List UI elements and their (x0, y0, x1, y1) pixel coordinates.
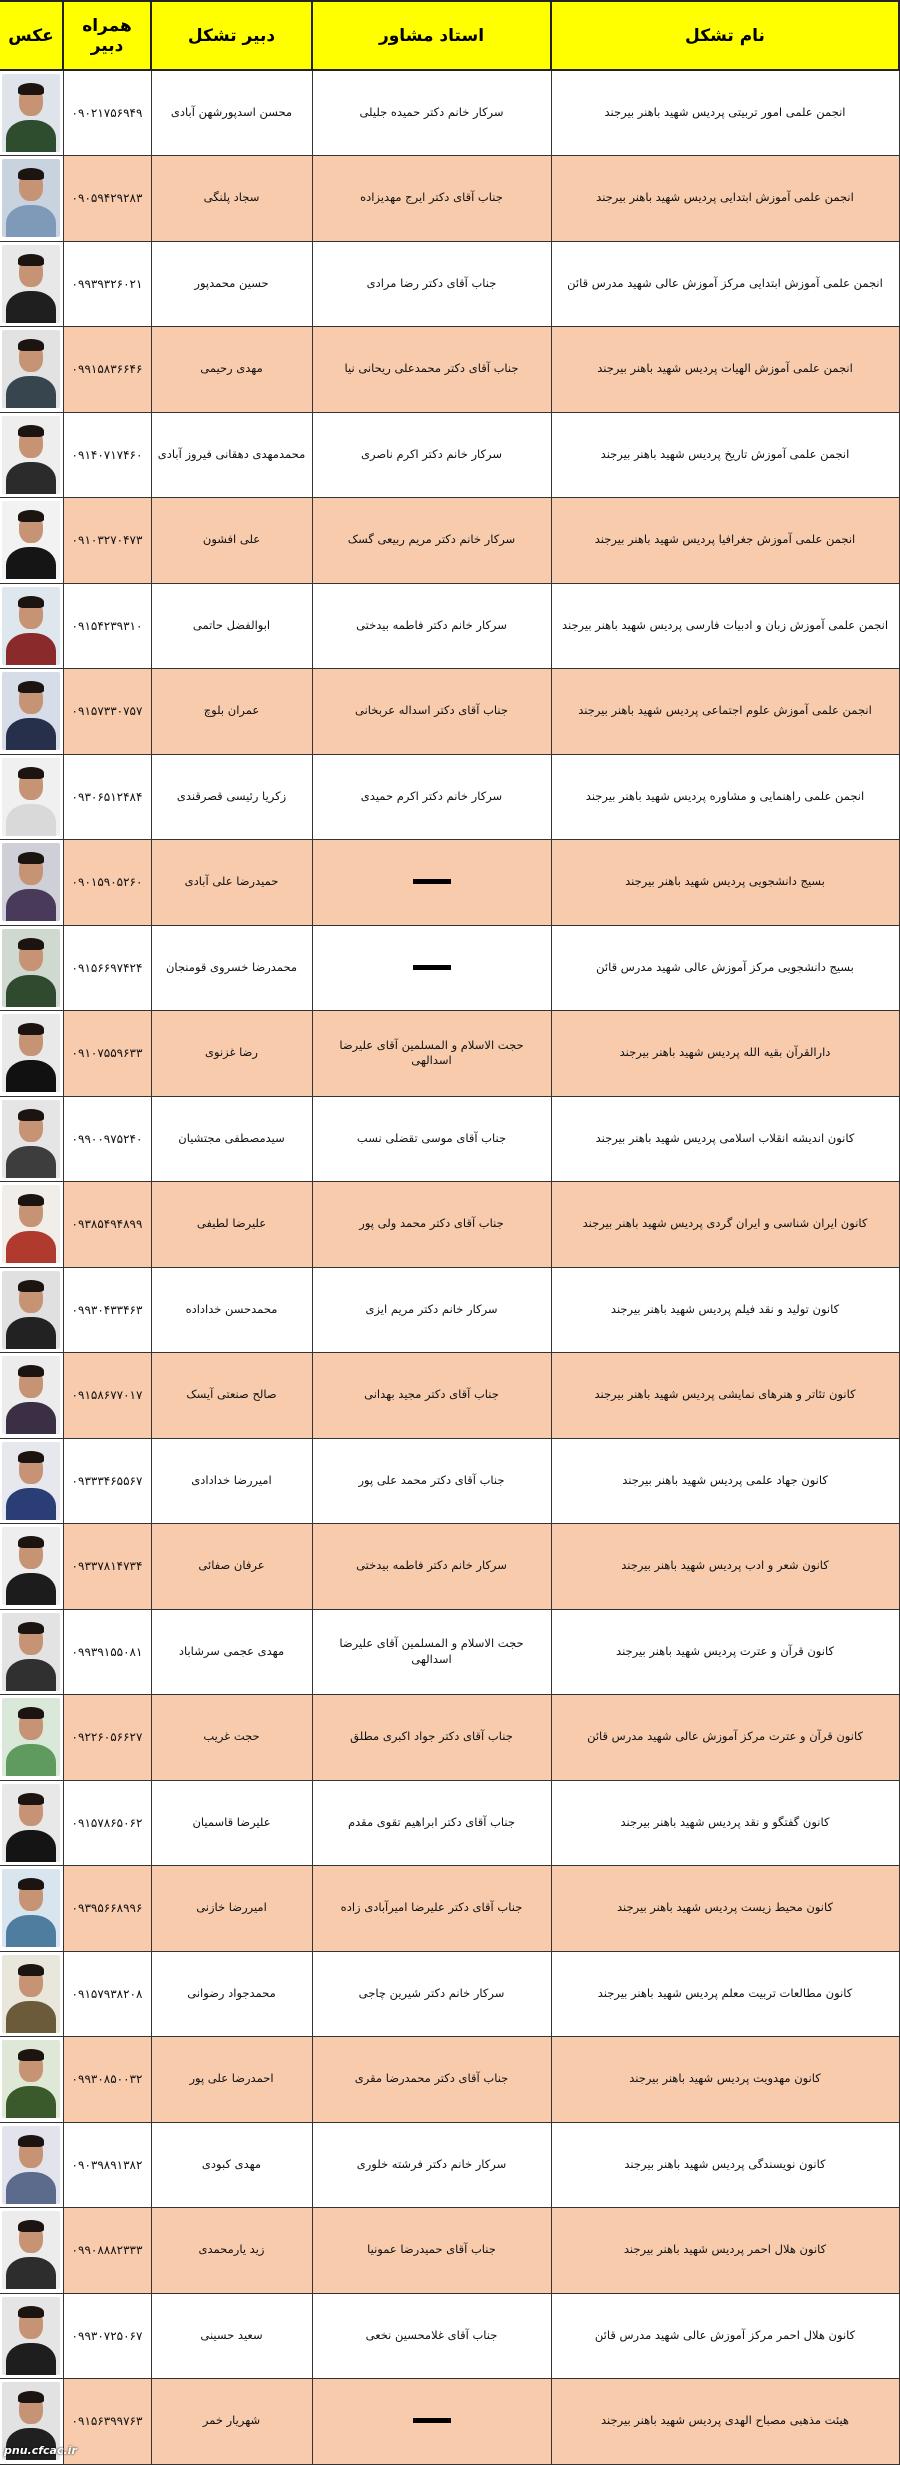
advisor-cell: جناب آقای دکتر محمدعلی ریحانی نیا (312, 327, 551, 413)
advisor-cell: جناب آقای دکتر محمد علی پور (312, 1438, 551, 1524)
table-row (0, 2122, 899, 2208)
photo-cell (0, 1951, 63, 2037)
companion-phone-cell: ۰۹۱۰۳۲۷۰۴۷۳ (63, 498, 151, 584)
companion-phone-cell: ۰۹۳۰۶۵۱۲۴۸۴ (63, 754, 151, 840)
table-row (0, 1951, 899, 2037)
advisor-cell: سرکار خانم دکتر حمیده جلیلی (312, 70, 551, 156)
companion-phone-cell: ۰۹۱۰۷۵۵۹۶۳۳ (63, 1011, 151, 1097)
photo-cell (0, 1609, 63, 1695)
secretary-cell: امیررضا خازنی (151, 1866, 312, 1952)
portrait-photo (2, 1014, 60, 1092)
table-row (0, 840, 899, 926)
table-row (0, 1695, 899, 1781)
empty-dash (413, 2418, 451, 2423)
companion-phone-cell: ۰۹۹۳۰۴۳۳۴۶۳ (63, 1267, 151, 1353)
companion-phone-cell: ۰۹۰۵۹۴۲۹۲۸۳ (63, 156, 151, 242)
photo-cell (0, 925, 63, 1011)
portrait-photo (2, 330, 60, 408)
secretary-cell: حسین محمدپور (151, 241, 312, 327)
companion-phone-cell: ۰۹۱۵۴۲۳۹۳۱۰ (63, 583, 151, 669)
advisor-cell: جناب آقای دکتر محمدرضا مقری (312, 2037, 551, 2123)
secretary-cell: مهدی کبودی (151, 2122, 312, 2208)
advisor-cell: جناب آقای غلامحسین نخعی (312, 2293, 551, 2379)
table-row (0, 1182, 899, 1268)
secretary-cell: علی افشون (151, 498, 312, 584)
secretary-cell: عرفان صفائی (151, 1524, 312, 1610)
portrait-photo (2, 2040, 60, 2118)
companion-phone-cell: ۰۹۹۰۸۸۸۲۳۳۳ (63, 2208, 151, 2294)
organization-name-cell: کانون نویسندگی پردیس شهید باهنر بیرجند (551, 2122, 899, 2208)
organization-name-cell: کانون قرآن و عترت مرکز آموزش عالی شهید مدرس قائن (551, 1695, 899, 1781)
portrait-photo (2, 1271, 60, 1349)
organization-name-cell: بسیج دانشجویی پردیس شهید باهنر بیرجند (551, 840, 899, 926)
photo-cell (0, 412, 63, 498)
header-organization-name: نام تشکل (551, 1, 899, 70)
organization-name-cell: کانون هلال احمر پردیس شهید باهنر بیرجند (551, 2208, 899, 2294)
companion-phone-cell: ۰۹۱۵۶۶۹۷۴۲۴ (63, 925, 151, 1011)
advisor-cell (312, 2379, 551, 2465)
organization-name-cell: کانون مهدویت پردیس شهید باهنر بیرجند (551, 2037, 899, 2123)
organization-name-cell: انجمن علمی آموزش ابتدایی مرکز آموزش عالی شهید مدرس قائن (551, 241, 899, 327)
companion-phone-cell: ۰۹۹۳۹۳۲۶۰۲۱ (63, 241, 151, 327)
secretary-cell: شهریار خمر (151, 2379, 312, 2465)
organization-name-cell: کانون مطالعات تربیت معلم پردیس شهید باهنر بیرجند (551, 1951, 899, 2037)
advisor-cell: سرکار خانم دکتر مریم ربیعی گسک (312, 498, 551, 584)
companion-phone-cell: ۰۹۰۱۵۹۰۵۲۶۰ (63, 840, 151, 926)
photo-cell (0, 2037, 63, 2123)
companion-phone-cell: ۰۹۳۳۳۴۶۵۵۶۷ (63, 1438, 151, 1524)
organization-name-cell: کانون اندیشه انقلاب اسلامی پردیس شهید باهنر بیرجند (551, 1096, 899, 1182)
companion-phone-cell: ۰۹۹۱۵۸۳۶۶۴۶ (63, 327, 151, 413)
advisor-cell: سرکار خانم دکتر فاطمه بیدختی (312, 1524, 551, 1610)
advisor-cell: حجت الاسلام و المسلمین آقای علیرضا اسدالهی (312, 1011, 551, 1097)
portrait-photo (2, 245, 60, 323)
table-row (0, 1353, 899, 1439)
table-row (0, 925, 899, 1011)
portrait-photo (2, 159, 60, 237)
photo-cell (0, 156, 63, 242)
portrait-photo (2, 74, 60, 152)
secretary-cell: احمدرضا علی پور (151, 2037, 312, 2123)
companion-phone-cell: ۰۹۱۵۷۸۶۵۰۶۲ (63, 1780, 151, 1866)
photo-cell (0, 327, 63, 413)
organization-name-cell: کانون تئاتر و هنرهای نمایشی پردیس شهید باهنر بیرجند (551, 1353, 899, 1439)
table-row (0, 1609, 899, 1695)
organization-name-cell: انجمن علمی آموزش جغرافیا پردیس شهید باهنر بیرجند (551, 498, 899, 584)
organization-name-cell: کانون جهاد علمی پردیس شهید باهنر بیرجند (551, 1438, 899, 1524)
advisor-cell: سرکار خانم دکتر اکرم ناصری (312, 412, 551, 498)
secretary-cell: مهدی عجمی سرشاباد (151, 1609, 312, 1695)
secretary-cell: سیدمصطفی مجتشیان (151, 1096, 312, 1182)
table-row (0, 583, 899, 669)
secretary-cell: زید یارمحمدی (151, 2208, 312, 2294)
portrait-photo (2, 1955, 60, 2033)
secretary-cell: حجت غریب (151, 1695, 312, 1781)
advisor-cell: جناب آقای دکتر محمد ولی پور (312, 1182, 551, 1268)
organization-name-cell: انجمن علمی راهنمایی و مشاوره پردیس شهید باهنر بیرجند (551, 754, 899, 840)
companion-phone-cell: ۰۹۹۰۰۹۷۵۲۴۰ (63, 1096, 151, 1182)
table-row (0, 2293, 899, 2379)
advisor-cell: سرکار خانم دکتر مریم ایزی (312, 1267, 551, 1353)
table-row (0, 1096, 899, 1182)
advisor-cell: جناب آقای دکتر ابراهیم تقوی مقدم (312, 1780, 551, 1866)
photo-cell (0, 498, 63, 584)
organization-name-cell: کانون شعر و ادب پردیس شهید باهنر بیرجند (551, 1524, 899, 1610)
companion-phone-cell: ۰۹۹۳۹۱۵۵۰۸۱ (63, 1609, 151, 1695)
companion-phone-cell: ۰۹۳۳۷۸۱۴۷۳۴ (63, 1524, 151, 1610)
photo-cell (0, 1866, 63, 1952)
table-row (0, 70, 899, 156)
advisor-cell: جناب آقای دکتر علیرضا امیرآبادی زاده (312, 1866, 551, 1952)
companion-phone-cell: ۰۹۱۵۷۹۳۸۲۰۸ (63, 1951, 151, 2037)
photo-cell (0, 1353, 63, 1439)
table-row (0, 327, 899, 413)
portrait-photo (2, 1442, 60, 1520)
table-row (0, 2208, 899, 2294)
companion-phone-cell: ۰۹۱۴۰۷۱۷۴۶۰ (63, 412, 151, 498)
organization-name-cell: هیئت مذهبی مصباح الهدی پردیس شهید باهنر بیرجند (551, 2379, 899, 2465)
portrait-photo (2, 416, 60, 494)
photo-cell (0, 1267, 63, 1353)
portrait-photo (2, 2126, 60, 2204)
advisor-cell: سرکار خانم دکتر فاطمه بیدختی (312, 583, 551, 669)
portrait-photo (2, 1613, 60, 1691)
secretary-cell: محمدجواد رضوانی (151, 1951, 312, 2037)
advisor-cell (312, 925, 551, 1011)
advisor-cell: سرکار خانم دکتر اکرم حمیدی (312, 754, 551, 840)
organization-name-cell: کانون هلال احمر مرکز آموزش عالی شهید مدرس قائن (551, 2293, 899, 2379)
companion-phone-cell: ۰۹۹۳۰۸۵۰۰۳۲ (63, 2037, 151, 2123)
portrait-photo (2, 1100, 60, 1178)
secretary-cell: عمران بلوچ (151, 669, 312, 755)
secretary-cell: رضا غزنوی (151, 1011, 312, 1097)
companion-phone-cell: ۰۹۱۵۸۶۷۷۰۱۷ (63, 1353, 151, 1439)
portrait-photo (2, 843, 60, 921)
empty-dash (413, 879, 451, 884)
portrait-photo (2, 1784, 60, 1862)
secretary-cell: علیرضا لطیفی (151, 1182, 312, 1268)
photo-cell (0, 840, 63, 926)
table-row (0, 754, 899, 840)
portrait-photo (2, 1698, 60, 1776)
organization-name-cell: کانون محیط زیست پردیس شهید باهنر بیرجند (551, 1866, 899, 1952)
secretary-cell: صالح صنعتی آیسک (151, 1353, 312, 1439)
organization-name-cell: انجمن علمی آموزش ابتدایی پردیس شهید باهنر بیرجند (551, 156, 899, 242)
photo-cell (0, 1524, 63, 1610)
table-row (0, 412, 899, 498)
header-secretary: دبیر تشکل (151, 1, 312, 70)
advisor-cell: سرکار خانم دکتر شیرین چاجی (312, 1951, 551, 2037)
photo-cell (0, 1011, 63, 1097)
photo-cell (0, 2122, 63, 2208)
portrait-photo (2, 1185, 60, 1263)
table-row (0, 1438, 899, 1524)
companion-phone-cell: ۰۹۱۵۶۳۹۹۷۶۳ (63, 2379, 151, 2465)
table-row (0, 156, 899, 242)
organization-name-cell: انجمن علمی آموزش علوم اجتماعی پردیس شهید باهنر بیرجند (551, 669, 899, 755)
companion-phone-cell: ۰۹۰۳۹۸۹۱۳۸۲ (63, 2122, 151, 2208)
table-row (0, 1011, 899, 1097)
secretary-cell: مهدی رحیمی (151, 327, 312, 413)
table-row (0, 1524, 899, 1610)
header-photo: عکس (0, 1, 63, 70)
organization-name-cell: انجمن علمی آموزش الهیات پردیس شهید باهنر بیرجند (551, 327, 899, 413)
photo-cell (0, 1695, 63, 1781)
portrait-photo (2, 672, 60, 750)
secretary-cell: علیرضا قاسمیان (151, 1780, 312, 1866)
organization-name-cell: کانون گفتگو و نقد پردیس شهید باهنر بیرجند (551, 1780, 899, 1866)
advisor-cell: جناب آقای دکتر مجید بهدانی (312, 1353, 551, 1439)
companion-phone-cell: ۰۹۲۲۶۰۵۶۶۲۷ (63, 1695, 151, 1781)
advisor-cell: سرکار خانم دکتر فرشته خلوری (312, 2122, 551, 2208)
companion-phone-cell: ۰۹۳۸۵۴۹۴۸۹۹ (63, 1182, 151, 1268)
photo-cell (0, 1780, 63, 1866)
companion-phone-cell: ۰۹۱۵۷۳۳۰۷۵۷ (63, 669, 151, 755)
photo-cell (0, 1096, 63, 1182)
companion-phone-cell: ۰۹۳۹۵۶۶۸۹۹۶ (63, 1866, 151, 1952)
portrait-photo (2, 2297, 60, 2375)
organization-name-cell: انجمن علمی آموزش زبان و ادبیات فارسی پردیس شهید باهنر بیرجند (551, 583, 899, 669)
organization-name-cell: انجمن علمی امور تربیتی پردیس شهید باهنر بیرجند (551, 70, 899, 156)
organization-name-cell: کانون ایران شناسی و ایران گردی پردیس شهید باهنر بیرجند (551, 1182, 899, 1268)
secretary-cell: زکریا رئیسی قصرقندی (151, 754, 312, 840)
portrait-photo (2, 758, 60, 836)
portrait-photo (2, 2211, 60, 2289)
photo-cell (0, 241, 63, 327)
advisor-cell: جناب آقای موسی تقضلی نسب (312, 1096, 551, 1182)
secretary-cell: محمدرضا خسروی قومنجان (151, 925, 312, 1011)
table-row (0, 241, 899, 327)
photo-cell (0, 2208, 63, 2294)
organization-name-cell: کانون تولید و نقد فیلم پردیس شهید باهنر بیرجند (551, 1267, 899, 1353)
table-row (0, 498, 899, 584)
secretary-cell: سجاد پلنگی (151, 156, 312, 242)
table-row (0, 669, 899, 755)
photo-cell (0, 1182, 63, 1268)
companion-phone-cell: ۰۹۰۲۱۷۵۶۹۴۹ (63, 70, 151, 156)
table-row (0, 2037, 899, 2123)
advisor-cell: جناب آقای حمیدرضا عمونیا (312, 2208, 551, 2294)
secretary-cell: سعید حسینی (151, 2293, 312, 2379)
table-row (0, 1267, 899, 1353)
header-row (0, 1, 899, 70)
secretary-cell: امیررضا خدادادی (151, 1438, 312, 1524)
secretary-cell: محسن اسدپورشهن آبادی (151, 70, 312, 156)
portrait-photo (2, 929, 60, 1007)
empty-dash (413, 965, 451, 970)
header-advisor: استاد مشاور (312, 1, 551, 70)
table-row (0, 2379, 899, 2465)
advisor-cell: جناب آقای دکتر رضا مرادی (312, 241, 551, 327)
table-row (0, 1780, 899, 1866)
organization-name-cell: انجمن علمی آموزش تاریخ پردیس شهید باهنر بیرجند (551, 412, 899, 498)
secretary-cell: محمدحسن خداداده (151, 1267, 312, 1353)
advisor-cell: جناب آقای دکتر ایرج مهدیزاده (312, 156, 551, 242)
secretary-cell: محمدمهدی دهقانی فیروز آبادی (151, 412, 312, 498)
advisor-cell: جناب آقای دکتر اسداله عربخانی (312, 669, 551, 755)
advisor-cell: جناب آقای دکتر جواد اکبری مطلق (312, 1695, 551, 1781)
table-row (0, 1866, 899, 1952)
portrait-photo (2, 501, 60, 579)
portrait-photo (2, 1869, 60, 1947)
portrait-photo (2, 1527, 60, 1605)
photo-cell (0, 1438, 63, 1524)
companion-phone-cell: ۰۹۹۳۰۷۲۵۰۶۷ (63, 2293, 151, 2379)
photo-cell (0, 2293, 63, 2379)
photo-cell (0, 70, 63, 156)
photo-cell (0, 754, 63, 840)
advisor-cell: حجت الاسلام و المسلمین آقای علیرضا اسدالهی (312, 1609, 551, 1695)
photo-cell (0, 583, 63, 669)
organization-name-cell: کانون قرآن و عترت پردیس شهید باهنر بیرجند (551, 1609, 899, 1695)
secretary-cell: حمیدرضا علی آبادی (151, 840, 312, 926)
portrait-photo (2, 1356, 60, 1434)
portrait-photo (2, 587, 60, 665)
organization-name-cell: دارالقرآن بقیه الله پردیس شهید باهنر بیرجند (551, 1011, 899, 1097)
header-companion-phone: همراه دبیر (63, 1, 151, 70)
organization-name-cell: بسیج دانشجویی مرکز آموزش عالی شهید مدرس قائن (551, 925, 899, 1011)
advisor-cell (312, 840, 551, 926)
watermark: pnu.cfcac.ir (4, 2444, 77, 2457)
secretary-cell: ابوالفضل حاتمی (151, 583, 312, 669)
photo-cell (0, 669, 63, 755)
